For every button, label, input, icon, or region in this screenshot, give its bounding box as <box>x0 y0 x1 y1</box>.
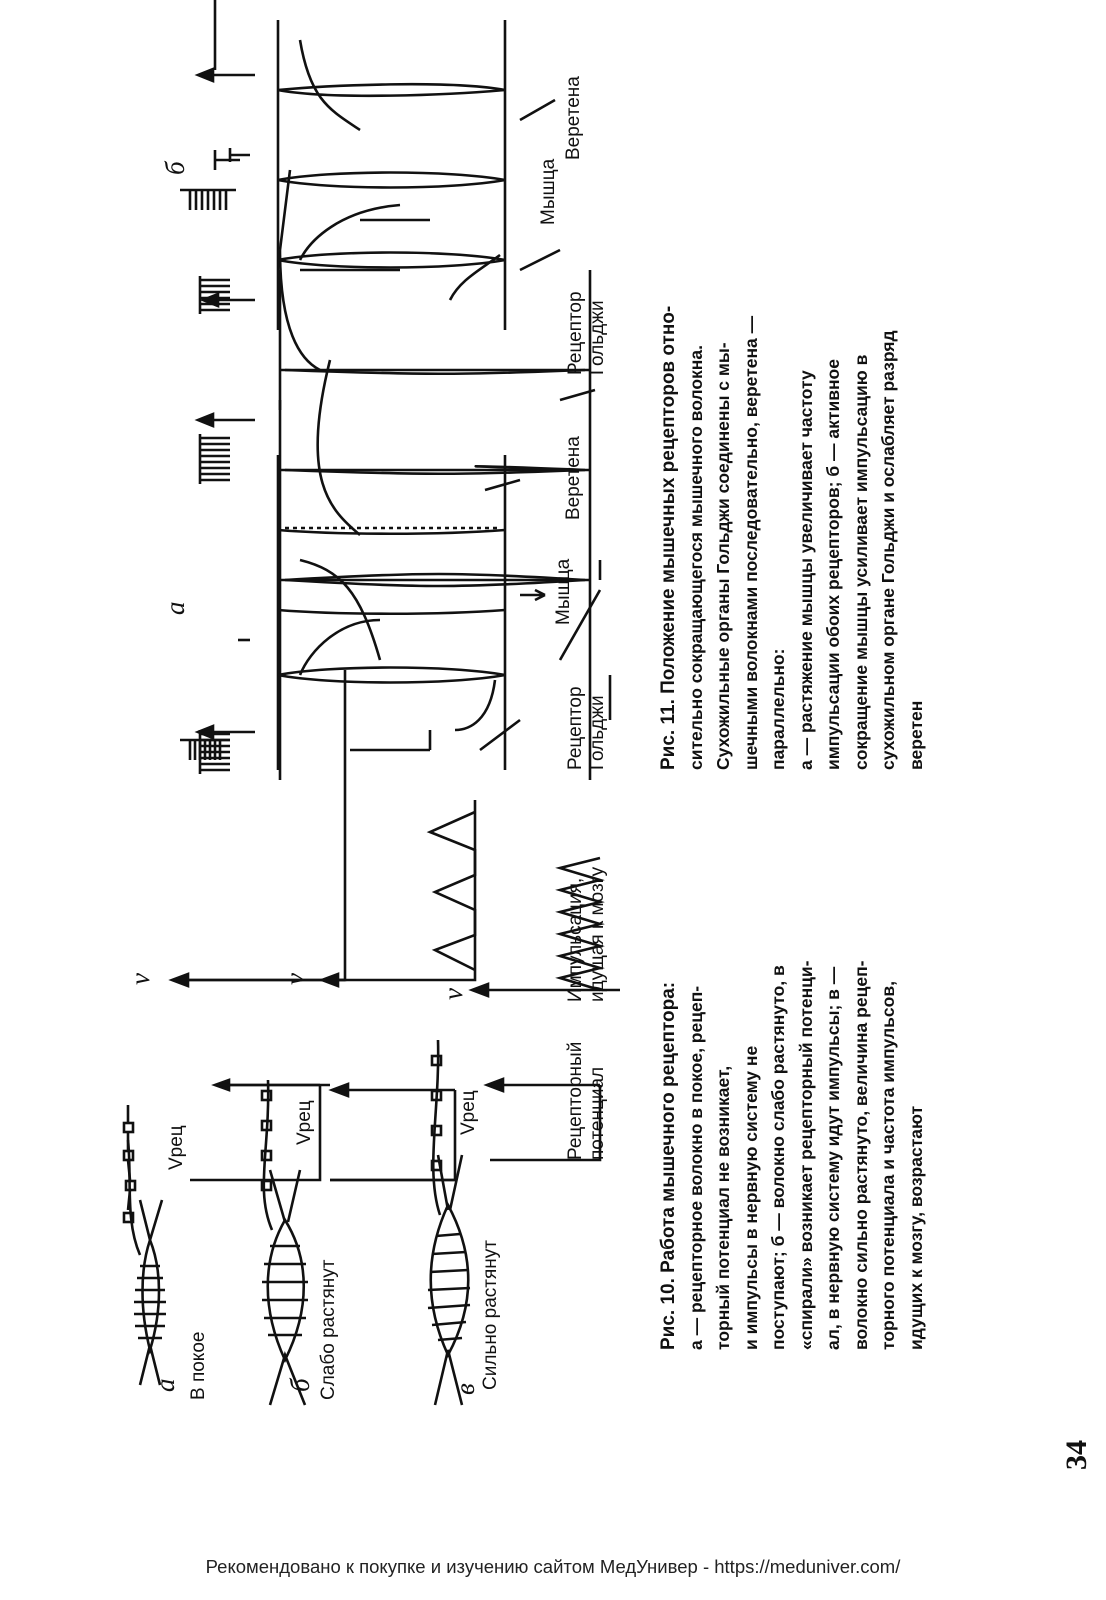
impulse-label: Импульсация, идущая к мозгу <box>565 866 608 1002</box>
panel-a-state-label: В покое <box>188 1331 209 1400</box>
fig11-panel-a-letter: а <box>160 601 190 615</box>
panel-b-letter: б <box>285 1378 315 1392</box>
fig11-b-spindles-label: Веретена <box>563 76 584 160</box>
figure-10-caption: Рис. 10. Работа мышечного рецептора: а — рецепторное волокно в покое, рецеп- торный потенциал не возникает, и импульсы в нервную систему не поступают; б — волокно слабо растянуто, в «спирали» возникает рецепторный потенци- ал, в нервную систему идут импульсы; в — волокно сильно растянуто, величина рецеп- торного потенциала и частота импульсов, идущих к мозгу, возрастают <box>658 960 926 1350</box>
panel-a-axis-label: Vрец <box>166 1125 187 1170</box>
receptor-potential-label: Рецепторный потенциал <box>565 1041 608 1160</box>
panel-b-axis-label: Vрец <box>294 1100 315 1145</box>
panel-b-state-label: Слабо растянут <box>318 1259 339 1400</box>
panel-c-freq-symbol: ν <box>438 988 468 1000</box>
panel-c-axis-label: Vрец <box>458 1090 479 1135</box>
panel-a-letter: а <box>150 1378 180 1392</box>
fig11-b-muscle-label: Мышца <box>538 158 559 225</box>
fig11-a-spindles-label: Веретена <box>563 436 584 520</box>
fig11-b-golgi-label: Рецептор Гольджи <box>565 291 608 375</box>
panel-a-freq-symbol: ν <box>125 973 155 985</box>
figure-11-caption: Рис. 11. Положение мышечных рецепторов отно- сительно сокращающегося мышечного волокна. Сухожильные органы Гольджи соединены с мы- шечными волокнами последовательно, веретена — параллельно: а — растяжение мышцы увеличивает частоту импульсации обоих рецепторов; б — активное сокращение мышцы усиливает импульсацию в сухожильном органе Гольджи и ослабляет разряд веретен <box>658 305 926 770</box>
panel-b-freq-symbol: ν <box>280 973 310 985</box>
fig11-panel-b-letter: б <box>160 161 190 175</box>
fig11-a-muscle-label: Мышца <box>553 558 574 625</box>
panel-c-letter: в <box>450 1383 480 1395</box>
footer-recommendation: Рекомендовано к покупке и изучению сайтом МедУнивер - https://meduniver.com/ <box>205 1556 901 1577</box>
fig11-a-golgi-label: Рецептор Гольджи <box>565 686 608 770</box>
panel-c-state-label: Сильно растянут <box>480 1240 501 1390</box>
page-number: 34 <box>1060 1440 1093 1470</box>
